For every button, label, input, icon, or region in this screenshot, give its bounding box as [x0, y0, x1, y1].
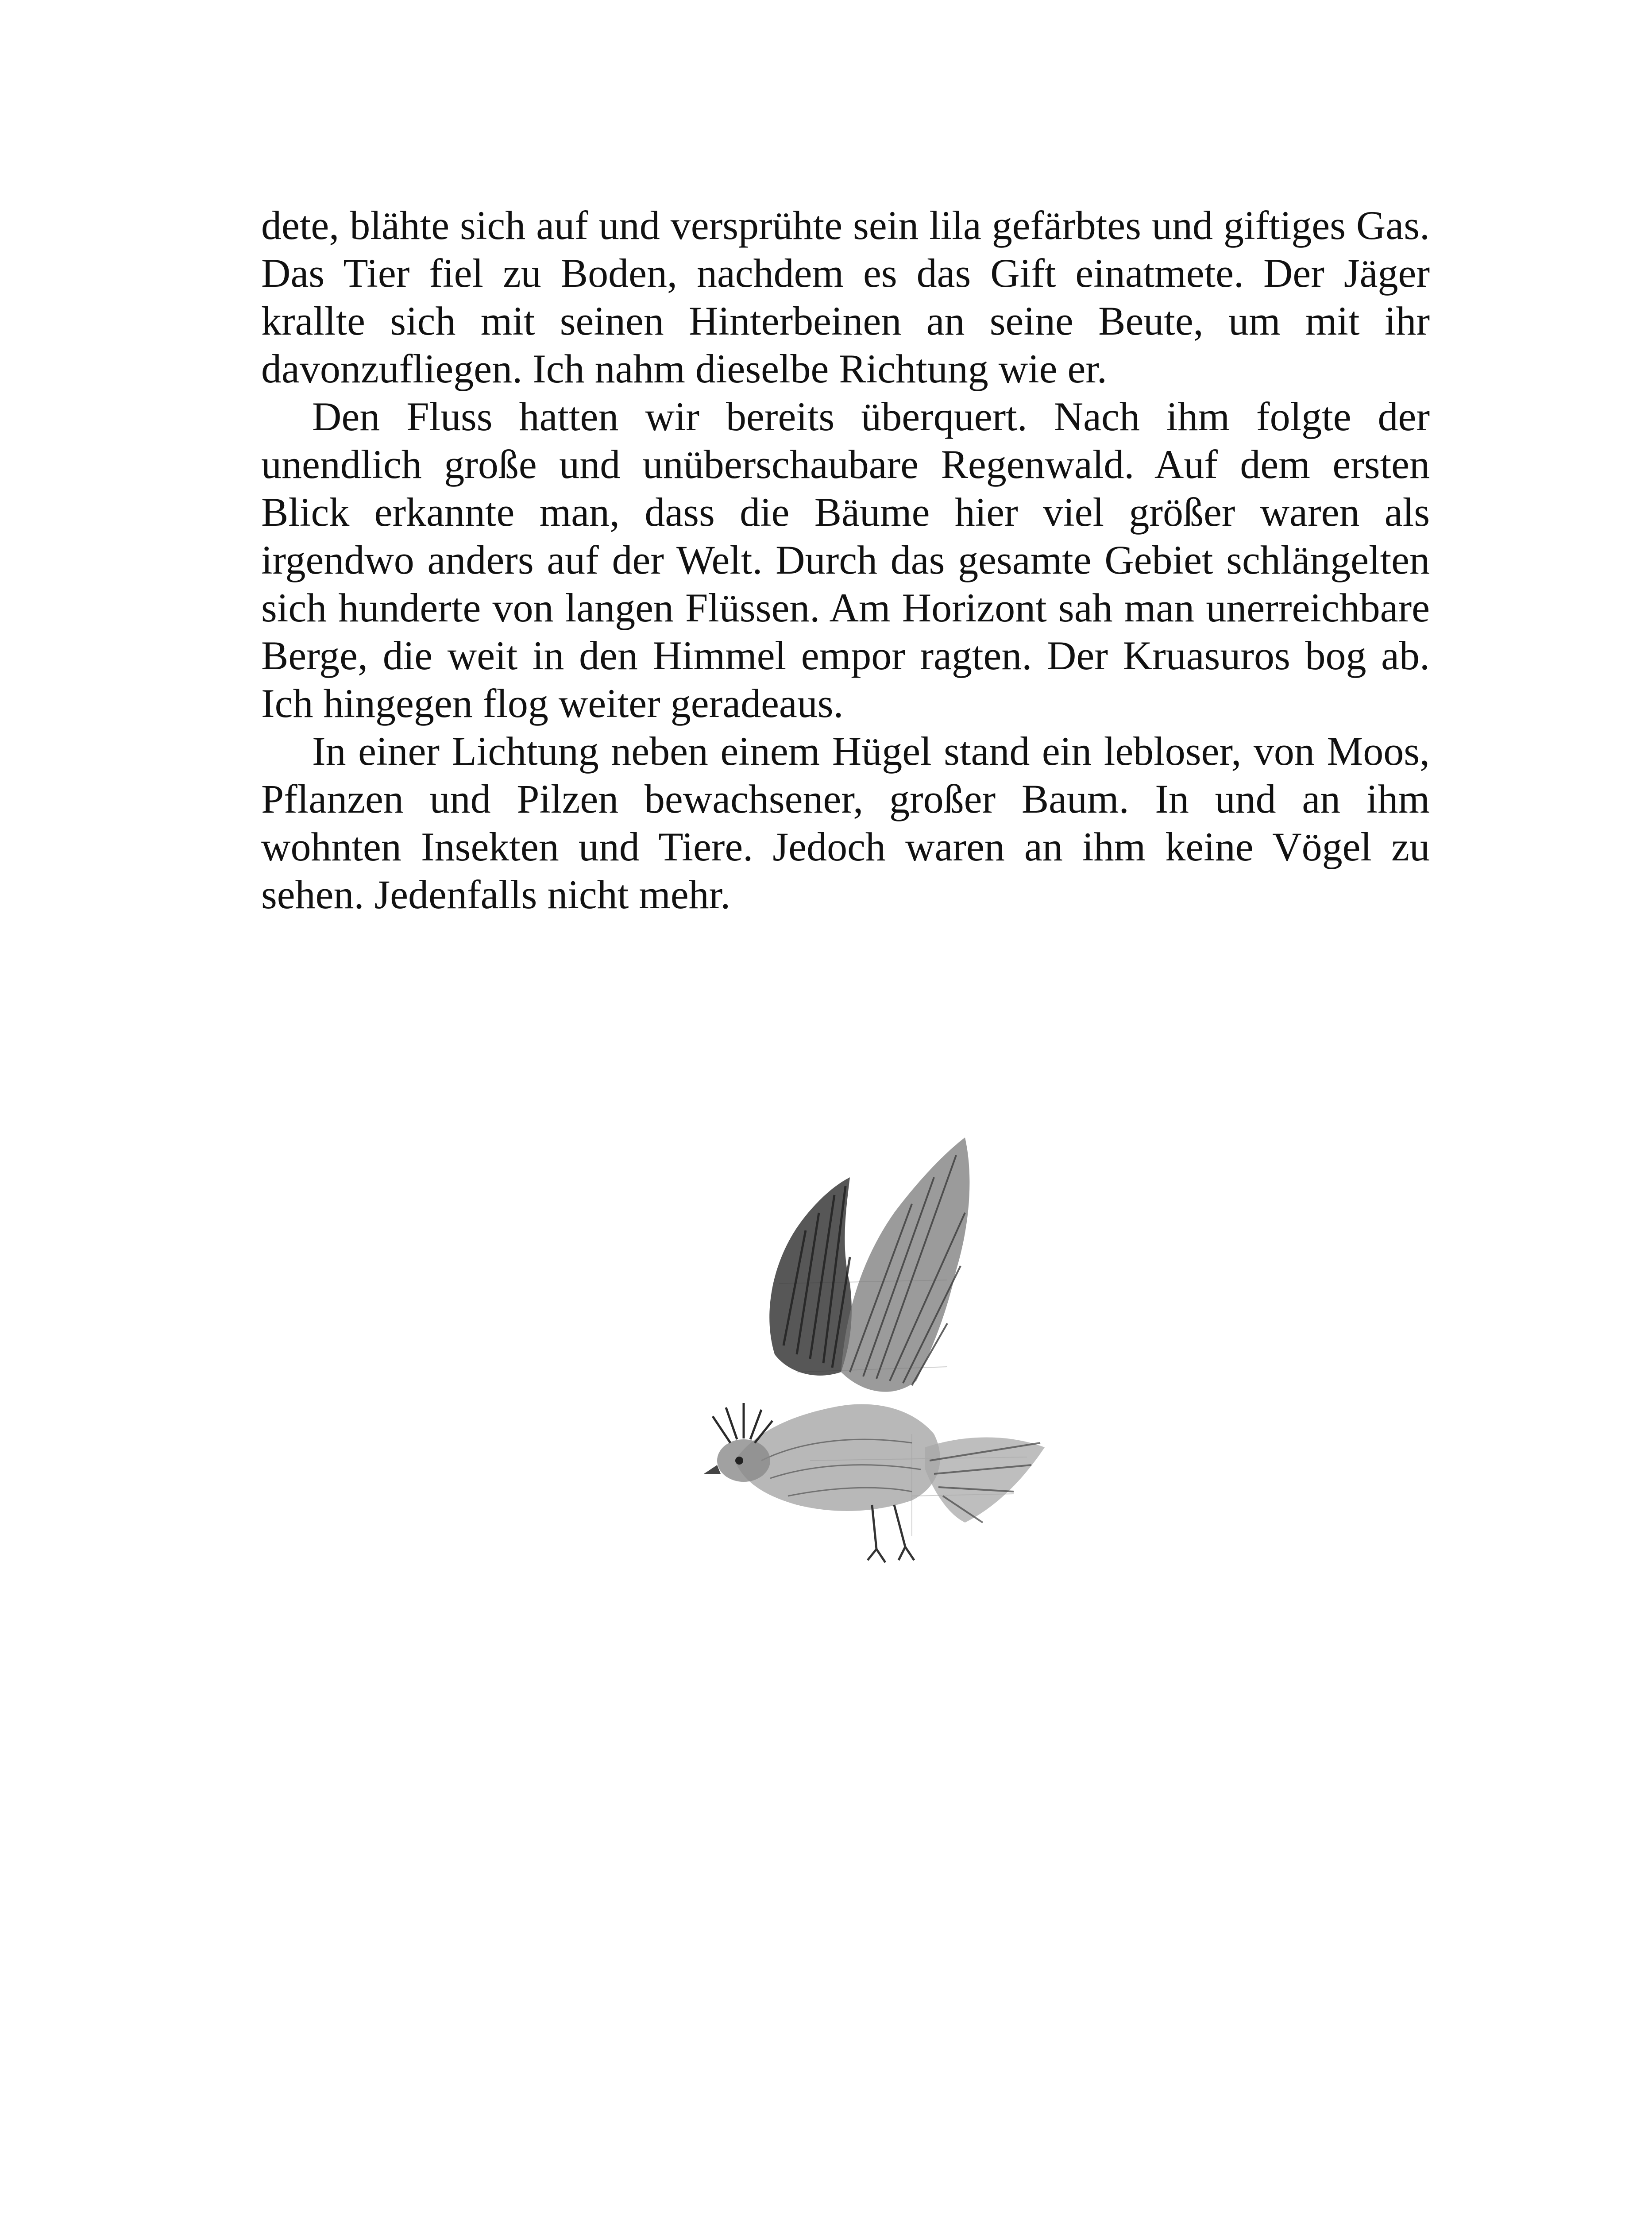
- paragraph-1: dete, blähte sich auf und versprühte sein lila gefärbtes und giftiges Gas. Das Tier fiel zu Boden, nachdem es das Gift einatmete. Der Jäger krallte sich mit seinen Hinterbeinen an seine Beute, um mit ihr davonzufliegen. Ich nahm dieselbe Richtung wie er.: [261, 203, 1430, 391]
- paragraph-2: Den Fluss hatten wir bereits überquert. Nach ihm folgte der unendlich große und unüberschaubare Regenwald. Auf dem ersten Blick erkannte man, dass die Bäume hier viel größer waren als irgendwo anders auf der Welt. Durch das gesamte Gebiet schlängelten sich hunderte von langen Flüssen. Am Horizont sah man unerreichbare Berge, die weit in den Himmel empor ragten. Der Kruasuros bog ab. Ich hingegen flog weiter geradeaus.: [261, 394, 1430, 726]
- body-text: [261, 201, 1430, 918]
- paragraph-3: In einer Lichtung neben einem Hügel stand ein lebloser, von Moos, Pflanzen und Pilzen bewachsener, großer Baum. In und an ihm wohnten Insekten und Tiere. Jedoch waren an ihm keine Vögel zu sehen. Jedenfalls nicht mehr.: [261, 729, 1430, 917]
- bird-sketch-illustration: [664, 1124, 1062, 1602]
